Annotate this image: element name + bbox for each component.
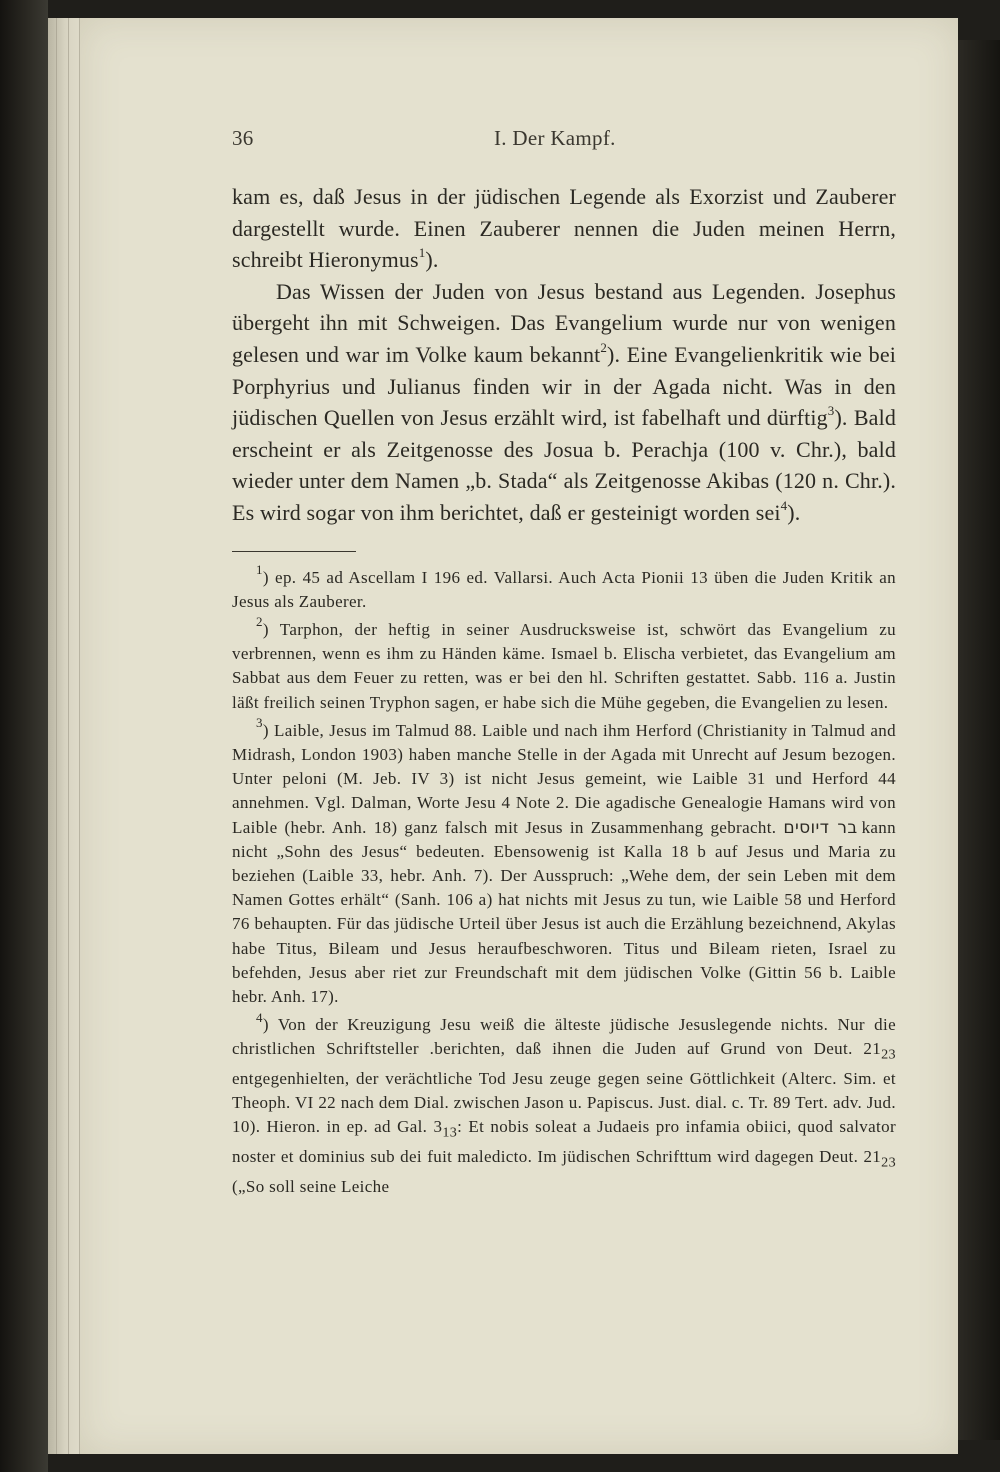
- hebrew-phrase: בר דיוסים: [783, 817, 858, 838]
- footnote: $^3$) Laible, Jesus im Talmud 88. Laible und nach ihm Herford (Christianity in Talmud and Midrash, London 1903) haben manche Stelle in der Agada mit Unrecht auf Jesum bezogen. Unter peloni (M. Jeb. IV 3) ist nicht Jesus gemeint, wie Laible 31 und Herford 44 annehmen. Vgl. Dalman, Worte Jesu 4 Note 2. Die agadische Genealogie Hamans wird von Laible (hebr. Anh. 18) ganz falsch mit Jesus in Zusammenhang gebracht. בר דיוסים kann nicht „Sohn des Jesus“ bedeuten. Ebensowenig ist Kalla 18 b auf Jesus und Maria zu beziehen (Laible 33, hebr. Anh. 7). Der Ausspruch: „Wehe dem, der sein Leben mit dem Namen Gottes erhält“ (Sanh. 106 a) hat nichts mit Jesus zu tun, wie Laible 58 und Herford 76 behaupten. Für das jüdische Urteil über Jesus ist auch die Erzählung bezeichnend, Akylas habe Titus, Bileam und Jesus heraufbeschworen. Titus und Bileam rieten, Israel zu befehden, Jesus aber riet zur Freundschaft mit dem jüdischen Volke (Gittin 56 b. Laible hebr. Anh. 17).: [232, 715, 897, 1006]
- running-header: [232, 126, 896, 151]
- paragraph: kam es, daß Jesus in der jüdischen Legende als Exorzist und Zauberer dargestellt wurde. Einen Zauberer nennen die Juden meinen Herrn, schreibt Hieronymus$^1$).: [232, 184, 896, 273]
- paragraph: Das Wissen der Juden von Jesus bestand aus Legenden. Josephus übergeht ihn mit Schweigen. Das Evangelium wurde nur von wenigen gelesen und war im Volke kaum bekannt$^2$). Eine Evangelienkritik wie bei Porphyrius und Julianus finden wir in der Agada nicht. Was in den jüdischen Quellen von Jesus erzählt wird, ist fabelhaft und dürftig$^3$). Bald erscheint er als Zeitgenosse des Josua b. Perachja (100 v. Chr.), bald wieder unter dem Namen „b. Stada“ als Zeitgenosse Akibas (120 n. Chr.). Es wird sogar von ihm berichtet, daß er gesteinigt worden sei$^4$).: [232, 278, 896, 525]
- running-title: I. Der Kampf.: [494, 126, 616, 150]
- footnote: $^2$) Tarphon, der heftig in seiner Ausdrucksweise ist, schwört das Evangelium zu verbrennen, wenn es ihm zu Händen käme. Ismael b. Elischa verbietet, das Evangelium am Sabbat aus dem Feuer zu retten, was er bei den hl. Schriften gestattet. Sabb. 116 a. Justin läßt freilich seinen Tryphon sagen, er habe sich die Mühe gegeben, die Evangelien zu lesen.: [232, 614, 896, 712]
- book-cover-left-edge: [0, 0, 48, 1472]
- main-text: [232, 181, 896, 529]
- footnote: $^1$) ep. 45 ad Ascellam I 196 ed. Vallarsi. Auch Acta Pionii 13 üben die Juden Kritik an Jesus als Zauberer.: [232, 561, 896, 611]
- page-number: 36: [232, 126, 254, 150]
- footnotes: [232, 561, 897, 1199]
- footnote-separator: [232, 551, 356, 552]
- book-cover-right-edge: [958, 40, 1000, 1440]
- gutter-line: [56, 18, 57, 1454]
- gutter-line: [68, 18, 69, 1454]
- page-content: [232, 126, 896, 1199]
- footnote: $^4$) Von der Kreuzigung Jesu weiß die älteste jüdische Jesuslegende nichts. Nur die christlichen Schriftsteller .berichten, daß ihnen die Juden auf Grund von Deut. $21_{23}$ entgegenhielten, der verächtliche Tod Jesu zeuge gegen seine Göttlichkeit (Alterc. Sim. et Theoph. VI 22 nach dem Dial. zwischen Jason u. Papiscus. Just. dial. c. Tr. 89 Tert. adv. Jud. 10). Hieron. in ep. ad Gal. $3_{13}$: Et nobis soleat a Judaeis pro infamia obiici, quod salvator noster et dominius sub dei fuit maledicto. Im jüdischen Schrifttum wird dagegen Deut. $21_{23}$ („So soll seine Leiche: [232, 1009, 896, 1196]
